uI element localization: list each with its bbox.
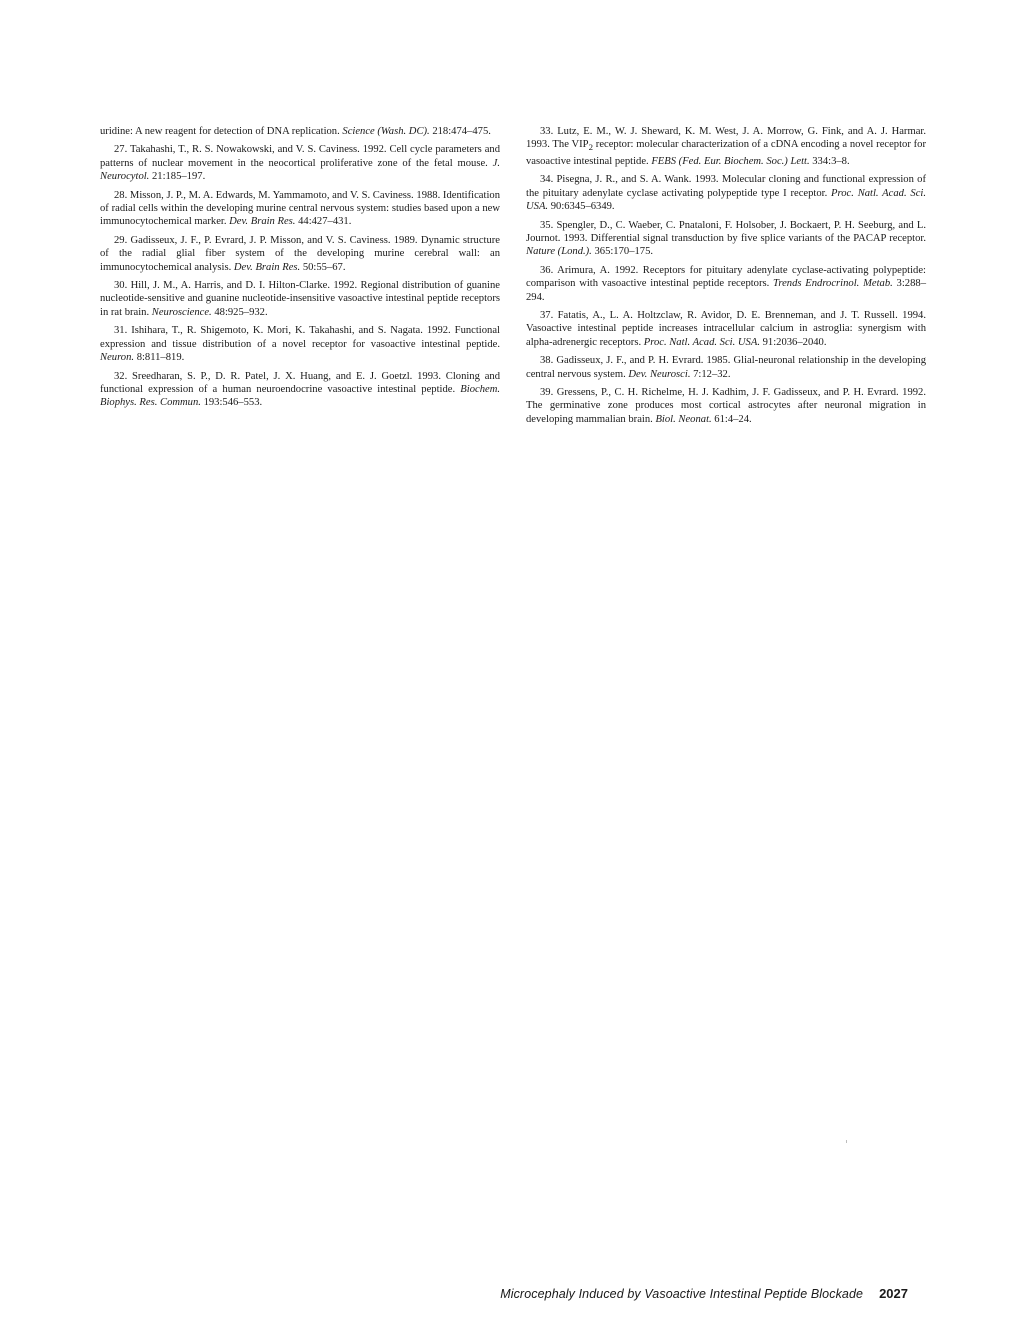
reference-31: 31. Ishihara, T., R. Shigemoto, K. Mori, K. Takahashi, and S. Nagata. 1992. Functional expression and tissue distribution of a novel receptor for vasoactive intestinal peptide. Neuron. 8:811–819. [100, 325, 500, 364]
running-title: Microcephaly Induced by Vasoactive Intestinal Peptide Blockade [500, 1287, 864, 1301]
reference-39: 39. Gressens, P., C. H. Richelme, H. J. Kadhim, J. F. Gadisseux, and P. H. Evrard. 1992. The germinative zone produces most cortical astrocytes after neuronal migration in developing mammalian brain. Biol. Neonat. 61:4–24. [526, 387, 926, 425]
page-footer [500, 1285, 908, 1303]
reference-38: 38. Gadisseux, J. F., and P. H. Evrard. 1985. Glial-neuronal relationship in the developing central nervous system. Dev. Neurosci. 7:12–32. [526, 355, 926, 380]
reference-36: 36. Arimura, A. 1992. Receptors for pituitary adenylate cyclase-activating polypeptide: comparison with vasoactive intestinal peptide receptors. Trends Endrocrinol. Metab. 3:288–294. [526, 264, 926, 303]
reference-27: 27. Takahashi, T., R. S. Nowakowski, and V. S. Caviness. 1992. Cell cycle parameters and patterns of nuclear movement in the neocortical proliferative zone of the fetal mouse. J. Neurocytol. 21:185–197. [100, 144, 500, 183]
reference-column-left [100, 125, 500, 415]
reference-34: 34. Pisegna, J. R., and S. A. Wank. 1993. Molecular cloning and functional expression of the pituitary adenylate cyclase activating polypeptide type I receptor. Proc. Natl. Acad. Sci. USA. 90:6345–6349. [526, 174, 926, 213]
reference-32: 32. Sreedharan, S. P., D. R. Patel, J. X. Huang, and E. J. Goetzl. 1993. Cloning and functional expression of a human neuroendocrine vasoactive intestinal peptide. Biochem. Biophys. Res. Commun. 193:546–553. [100, 370, 500, 409]
reference-26-continued: uridine: A new reagent for detection of DNA replication. Science (Wash. DC). 218:474–475. [100, 126, 491, 137]
reference-30: 30. Hill, J. M., A. Harris, and D. I. Hilton-Clarke. 1992. Regional distribution of guanine nucleotide-sensitive and guanine nucleotide-insensitive vasoactive intestinal peptide receptors in rat brain. Neuroscience. 48:925–932. [100, 280, 500, 318]
reference-column-right [526, 125, 926, 431]
reference-28: 28. Misson, J. P., M. A. Edwards, M. Yammamoto, and V. S. Caviness. 1988. Identification of radial cells within the developing murine central nervous system: studies based upon a new immunocytochemical marker. Dev. Brain Res. 44:427–431. [100, 189, 500, 228]
scan-mark [846, 1140, 847, 1143]
reference-29: 29. Gadisseux, J. F., P. Evrard, J. P. Misson, and V. S. Caviness. 1989. Dynamic structure of the radial glial fiber system of the developing murine cerebral wall: an immunocytochemical analysis. Dev. Brain Res. 50:55–67. [100, 234, 500, 273]
reference-35: 35. Spengler, D., C. Waeber, C. Pnataloni, F. Holsober, J. Bockaert, P. H. Seeburg, and L. Journot. 1993. Differential signal transduction by five splice variants of the PACAP receptor. Nature (Lond.). 365:170–175. [526, 219, 926, 258]
page-number: 2027 [879, 1286, 908, 1301]
reference-33: 33. Lutz, E. M., W. J. Sheward, K. M. West, J. A. Morrow, G. Fink, and A. J. Harmar. 1993. The $VIP_2$ receptor: molecular characterization of a cDNA encoding a novel receptor for vasoactive intestinal peptide. FEBS (Fed. Eur. Biochem. Soc.) Lett. 334:3–8. [526, 126, 926, 167]
reference-37: 37. Fatatis, A., L. A. Holtzclaw, R. Avidor, D. E. Brenneman, and J. T. Russell. 1994. Vasoactive intestinal peptide increases intracellular calcium in astroglia: synergism with alpha-adrenergic receptors. Proc. Natl. Acad. Sci. USA. 91:2036–2040. [526, 309, 926, 348]
